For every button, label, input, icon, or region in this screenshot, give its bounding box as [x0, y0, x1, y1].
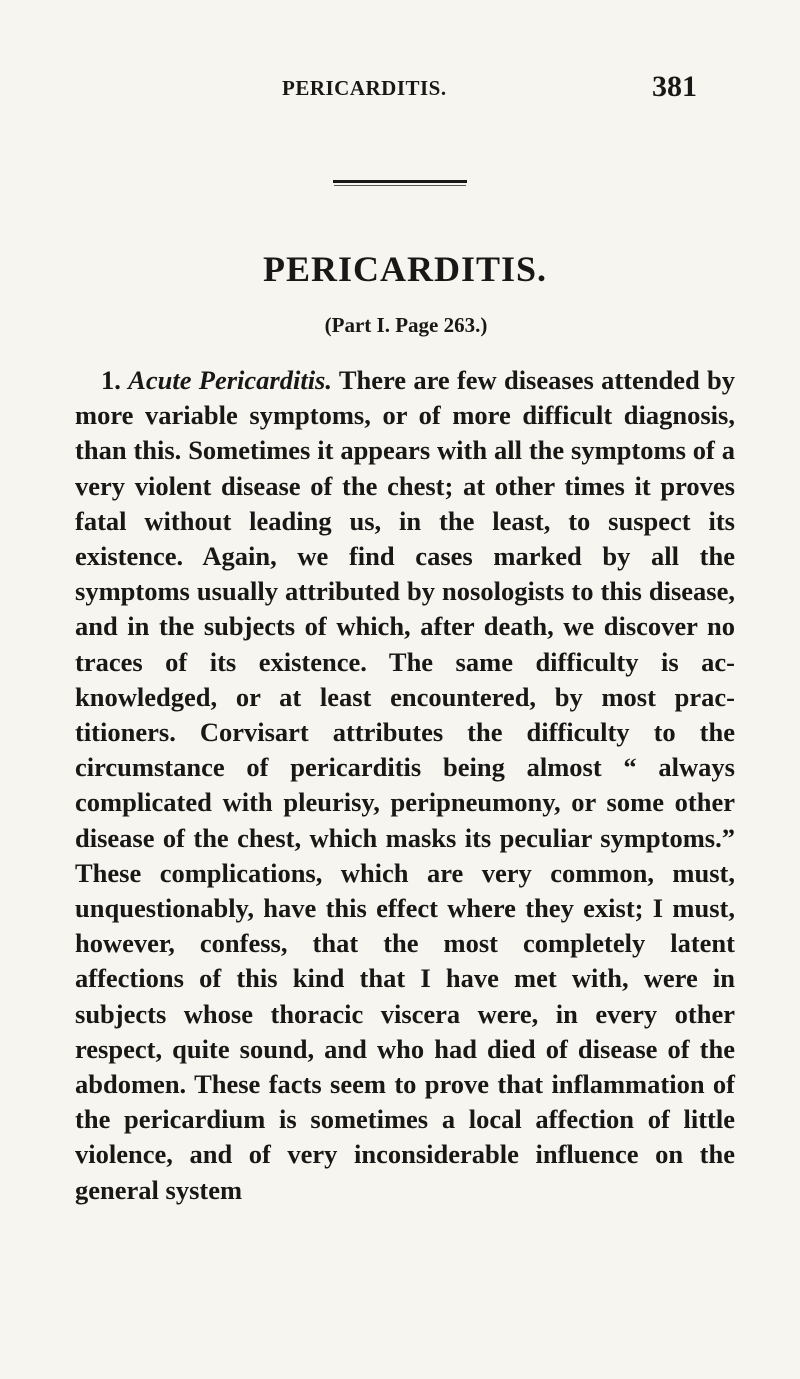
page-number: 381 — [652, 70, 697, 103]
section-title: PERICARDITIS. — [262, 249, 548, 289]
paragraph-heading: Acute Pericarditis. — [128, 365, 332, 395]
paragraph-text: There are few diseases attended by more variable symptoms, or of more difficult diagnosis, than this. Sometimes it appears with all the symptoms of a very violent disease of the chest; at other times it proves fatal without leading us, in the least, to suspect its existence. Again, we find cases marked by all the symptoms usually attributed by nosologists to this disease, and in the subjects of which, after death, we discover no traces of its existence. The same difficulty is ac-knowledged, or at least encountered, by most prac-titioners. Corvisart attributes the difficulty to the circumstance of pericarditis being almost “ always complicated with pleurisy, peripneumony, or some other disease of the chest, which masks its peculiar symptoms.” These complications, which are very common, must, unquestionably, have this effect where they exist; I must, however, confess, that the most completely latent affections of this kind that I have met with, were in subjects whose thoracic viscera were, in every other respect, quite sound, and who had died of disease of the abdomen. These facts seem to prove that inflammation of the pericardium is sometimes a local affection of little violence, and of very inconsiderable influence on the general system — [75, 365, 735, 1205]
running-head — [0, 70, 800, 116]
section-reference: (Part I. Page 263.) — [324, 313, 488, 337]
body-paragraph — [75, 363, 735, 1208]
paragraph-number: 1. — [101, 365, 121, 395]
running-title: PERICARDITIS. — [282, 76, 447, 100]
section-divider-rule — [333, 180, 467, 183]
